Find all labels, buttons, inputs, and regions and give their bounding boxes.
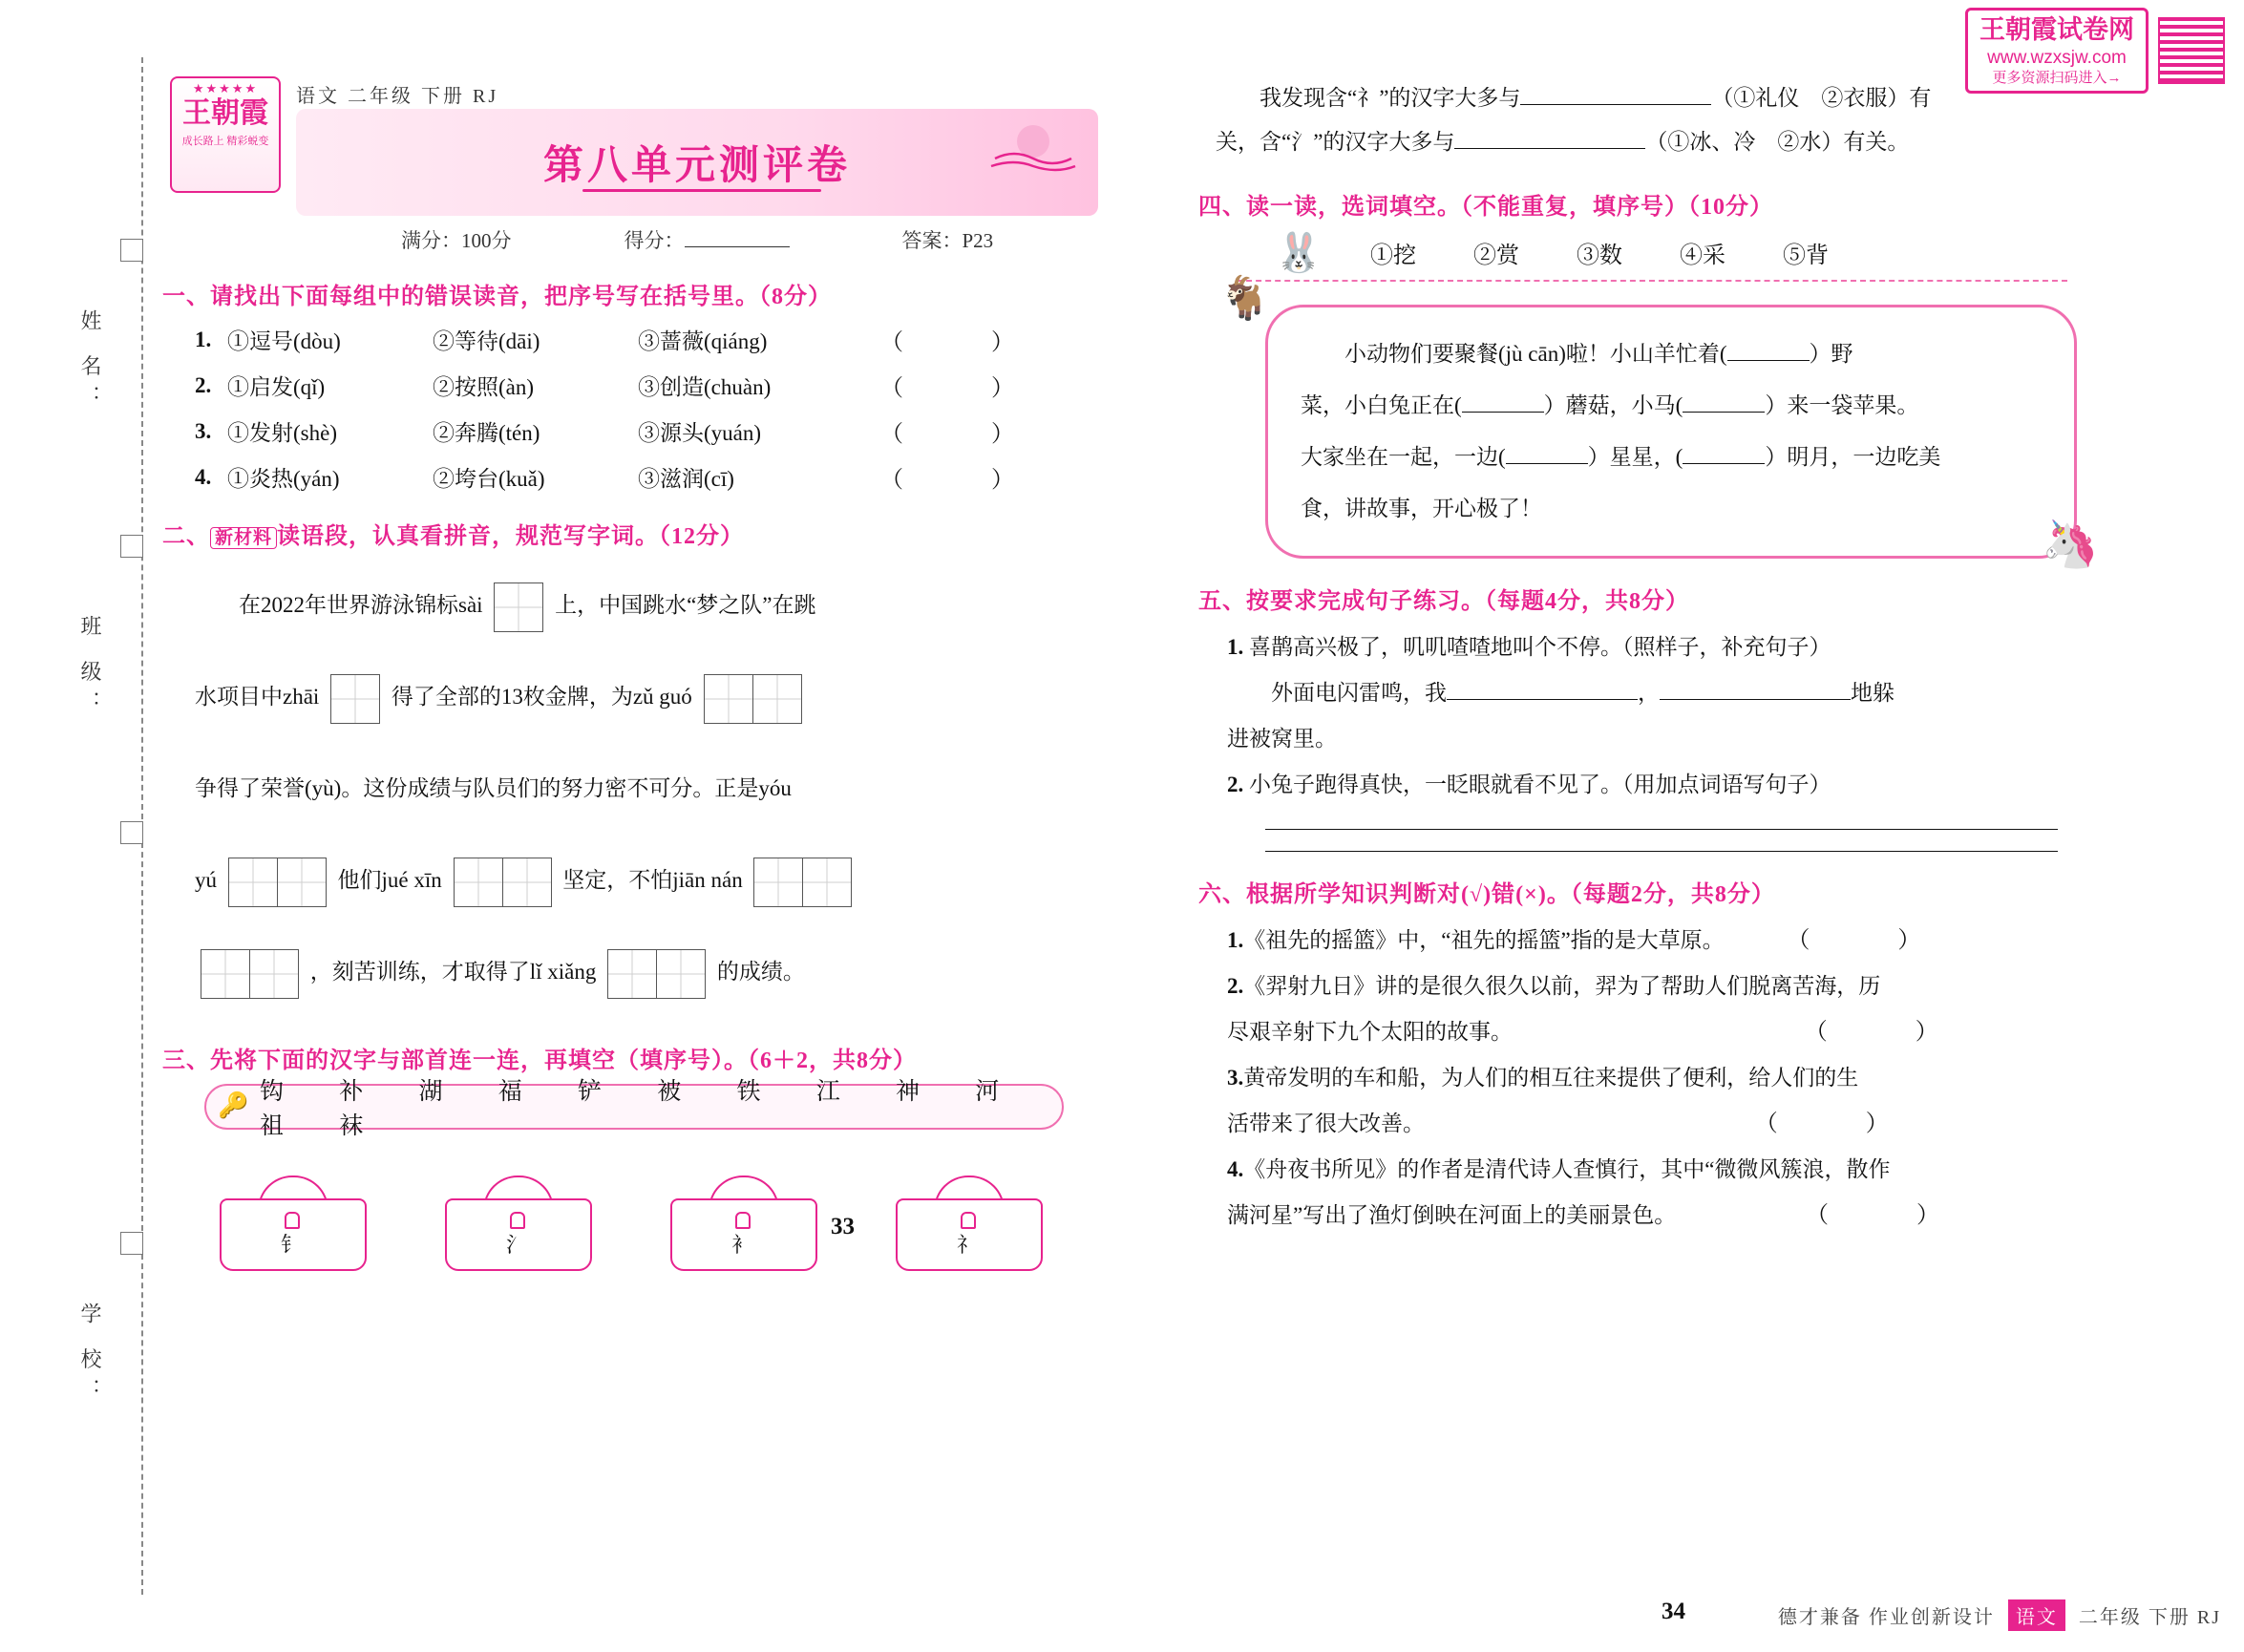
q3-note-line1a: 我发现含“礻”的汉字大多与 xyxy=(1260,86,1521,110)
q5-item-1-line2a: 外面电闪雷鸣，我 xyxy=(1271,681,1447,705)
bag-radical-label: 礻 xyxy=(956,1233,978,1257)
q5-item-1: 1. 喜鹊高兴极了，叽叽喳喳地叫个不停。（照样子，补充句子） 外面电闪雷鸣，我 ， 地躲 进被窝里。 xyxy=(1227,635,1895,751)
q1-option-a[interactable]: ①启发(qǐ) xyxy=(227,375,326,399)
q3-note-blank-1[interactable] xyxy=(1520,104,1711,105)
bag-radical-label: 衤 xyxy=(730,1233,752,1257)
q1-row-no: 4. xyxy=(195,464,212,489)
q5-answer-line-2[interactable] xyxy=(1265,851,2058,852)
page-title: 第八单元测评卷 xyxy=(542,144,851,188)
q5-item-1-line3: 进被窝里。 xyxy=(1227,727,1337,751)
q6-item-4-no: 4. xyxy=(1227,1157,1244,1181)
logo-name: 王朝霞 xyxy=(182,97,268,129)
logo-stars: ★★★★★ xyxy=(192,81,259,95)
q6-answer-paren-2[interactable]: （ ） xyxy=(1804,1020,1971,1045)
q5-item-2-no: 2. xyxy=(1227,773,1244,796)
q1-option-c[interactable]: ③源头(yuán) xyxy=(638,421,762,445)
bag-4[interactable] xyxy=(896,1174,1039,1267)
q1-option-b[interactable]: ②按照(àn) xyxy=(433,375,535,399)
q6-answer-paren-4[interactable]: （ ） xyxy=(1805,1203,1972,1228)
title-underline xyxy=(582,189,821,192)
q6-item-3-no: 3. xyxy=(1227,1066,1244,1090)
q6-item-2-text: 《羿射九日》讲的是很久很久以前，羿为了帮助人们脱离苦海，历 xyxy=(1243,974,1881,998)
page-header xyxy=(162,67,1146,220)
q2-passage xyxy=(195,560,1146,1018)
q4-blank-5[interactable] xyxy=(1683,463,1765,464)
section-5-title: 五、按要求完成句子练习。（每题4分，共8分） xyxy=(1198,589,1689,614)
q1-answer-paren[interactable]: （ ） xyxy=(880,376,1047,401)
writing-grid[interactable] xyxy=(494,582,543,632)
q4-option-4[interactable]: ④采 xyxy=(1680,244,1725,268)
q6-item-1-text: 《祖先的摇篮》中，“祖先的摇篮”指的是大草原。 xyxy=(1243,928,1725,952)
score-field[interactable]: 得分： xyxy=(625,225,790,254)
full-score: 满分：100分 xyxy=(401,229,512,252)
brand-url: www.wzxsjw.com xyxy=(1987,47,2127,68)
q4-blank-4[interactable] xyxy=(1506,463,1588,464)
q1-option-c[interactable]: ③滋润(cī) xyxy=(638,467,734,491)
writing-grid[interactable] xyxy=(454,858,552,907)
footer-subject: 语文 xyxy=(2008,1599,2065,1631)
q4-options xyxy=(1370,236,1829,269)
table-row xyxy=(195,460,1146,494)
q1-answer-paren[interactable]: （ ） xyxy=(880,330,1047,355)
writing-grid[interactable] xyxy=(228,858,327,907)
q4-option-2[interactable]: ②赏 xyxy=(1473,244,1519,268)
answer-ref: 答案：P23 xyxy=(901,229,994,252)
right-page xyxy=(1198,76,2191,1239)
q2-line2-a: 水项目中zhāi xyxy=(195,685,320,709)
q3-character-banner xyxy=(204,1079,1064,1139)
unicorn-icon: 🦄 xyxy=(2042,519,2099,570)
section-2-title xyxy=(162,517,1146,550)
q1-option-b[interactable]: ②等待(dāi) xyxy=(433,329,540,353)
q2-line4-c: 坚定，不怕jiān nán xyxy=(562,868,743,892)
table-row xyxy=(195,323,1146,356)
q4-blank-1[interactable] xyxy=(1727,360,1810,361)
q6-item-1-no: 1. xyxy=(1227,928,1244,952)
page-number-right: 34 xyxy=(1662,1599,1685,1624)
q3-radical-bags xyxy=(220,1174,1146,1267)
section-2-prefix: 二、 xyxy=(162,524,210,549)
table-row xyxy=(195,414,1146,448)
q1-row-no: 2. xyxy=(195,372,212,397)
q5-item-2 xyxy=(1227,762,2191,808)
q1-option-b[interactable]: ②垮台(kuǎ) xyxy=(433,467,545,491)
fold-mark-4 xyxy=(120,1232,143,1255)
q1-option-a[interactable]: ①发射(shè) xyxy=(227,421,337,445)
footer-brand: 德才兼备 作业创新设计 xyxy=(1777,1607,1995,1628)
rabbit-icon: 🐰 xyxy=(1275,231,1323,274)
q1-option-b[interactable]: ②奔腾(tén) xyxy=(433,421,540,445)
q6-answer-paren-1[interactable]: （ ） xyxy=(1787,928,1954,953)
side-label-school: 学 校： xyxy=(78,1303,102,1409)
q1-option-c[interactable]: ③创造(chuàn) xyxy=(638,375,772,399)
q4-cloud-box xyxy=(1218,275,2099,570)
writing-grid[interactable] xyxy=(704,674,802,724)
q4-option-5[interactable]: ⑤背 xyxy=(1783,244,1829,268)
q5-answer-line-1[interactable] xyxy=(1265,829,2058,830)
brand-scan-text: 更多资源扫码进入→ xyxy=(1992,69,2122,86)
fold-mark-2 xyxy=(120,535,143,558)
new-material-tag: 新材料 xyxy=(210,527,277,549)
q3-note xyxy=(1216,76,2191,164)
q6-item-1 xyxy=(1227,918,2191,964)
paper-meta: 语文 二年级 下册 RJ xyxy=(296,86,499,107)
section-2-text: 读语段，认真看拼音，规范写字词。（12分） xyxy=(277,524,745,549)
section-4-subtext: （不能重复，填序号）（10分） xyxy=(1461,195,1773,220)
q1-answer-paren[interactable]: （ ） xyxy=(880,468,1047,493)
q2-line1-a: 在2022年世界游泳锦标sài xyxy=(239,593,483,617)
footer-grade: 二年级 下册 RJ xyxy=(2078,1607,2221,1628)
q2-line2-b: 得了全部的13枚金牌，为zǔ guó xyxy=(391,685,692,709)
q6-item-3 xyxy=(1227,1055,2191,1147)
writing-grid[interactable] xyxy=(753,858,852,907)
q5-item-2-stem: 小兔子跑得真快，一眨眼就看不见了。（用加点词语写句子） xyxy=(1249,773,1831,796)
q2-line4-a: yú xyxy=(195,868,217,892)
fold-mark-1 xyxy=(120,239,143,262)
q6-item-4 xyxy=(1227,1147,2191,1239)
q3-note-line2a: 关，含“氵”的汉字大多与 xyxy=(1216,130,1455,154)
side-label-name: 姓 名： xyxy=(78,309,102,416)
q1-option-a[interactable]: ①逗号(dòu) xyxy=(227,329,341,353)
fold-mark-3 xyxy=(120,821,143,844)
writing-grid[interactable] xyxy=(330,674,380,724)
q6-answer-paren-3[interactable]: （ ） xyxy=(1754,1112,1921,1136)
q2-line1-b: 上，中国跳水“梦之队”在跳 xyxy=(555,593,816,617)
bag-radical-label: 氵 xyxy=(505,1233,527,1257)
q6-item-4-text2: 满河星”写出了渔灯倒映在河面上的美丽景色。 xyxy=(1227,1203,1677,1227)
goat-icon: 🐐 xyxy=(1218,275,1271,322)
bag-3[interactable] xyxy=(670,1174,814,1267)
q4-text-line-2: 菜，小白兔正在( ）蘑菇，小马( ）来一袋苹果。 xyxy=(1301,393,1919,417)
q5-blank-1[interactable] xyxy=(1447,699,1638,700)
q1-row-no: 3. xyxy=(195,418,212,443)
q6-item-2-no: 2. xyxy=(1227,974,1244,998)
logo-subtitle: 成长路上 精彩蜕变 xyxy=(181,135,269,147)
q1-option-a[interactable]: ①炎热(yán) xyxy=(227,467,340,491)
section-1-title: 一、请找出下面每组中的错误读音，把序号写在括号里。（8分） xyxy=(162,285,832,309)
section-6-title: 六、根据所学知识判断对(√)错(×)。（每题2分，共8分） xyxy=(1198,882,1775,907)
q1-row-no: 1. xyxy=(195,327,212,351)
q3-note-blank-2[interactable] xyxy=(1454,148,1645,149)
q6-item-4-text: 《舟夜书所见》的作者是清代诗人查慎行，其中“微微风簇浪，散作 xyxy=(1243,1157,1891,1181)
q4-text-line-4: 食，讲故事，开心极了！ xyxy=(1301,497,1542,520)
q2-line3: 争得了荣誉(yù)。这份成绩与队员们的努力密不可分。正是yóu xyxy=(195,776,792,800)
q4-blank-3[interactable] xyxy=(1683,412,1765,413)
q4-blank-2[interactable] xyxy=(1462,412,1544,413)
q4-text-line-3: 大家坐在一起，一边( ）星星，( ）明月，一边吃美 xyxy=(1301,445,1941,469)
footer-brand-row xyxy=(1778,1599,2221,1631)
q6-item-2 xyxy=(1227,964,2191,1055)
q3-note-line2b: （①冰、冷 ②水）有关。 xyxy=(1645,130,1910,154)
q2-line5-a: ，刻苦训练，才取得了lǐ xiǎng xyxy=(309,960,597,984)
section-4-title xyxy=(1198,187,2191,221)
q4-option-3[interactable]: ③数 xyxy=(1577,244,1622,268)
score-row xyxy=(401,225,1146,254)
key-icon: 🔑 xyxy=(218,1091,274,1119)
writing-grid[interactable] xyxy=(201,949,299,999)
q6-item-3-text2: 活带来了很大改善。 xyxy=(1227,1112,1425,1135)
bag-radical-label: 钅 xyxy=(280,1233,302,1257)
page-number-left: 33 xyxy=(831,1214,855,1239)
q2-line4-b: 他们jué xīn xyxy=(337,868,442,892)
q1-option-c[interactable]: ③蔷薇(qiáng) xyxy=(638,329,768,353)
side-label-class: 班 级： xyxy=(78,615,102,722)
brand-name: 王朝霞试卷网 xyxy=(1979,15,2134,44)
left-page xyxy=(162,67,1146,1267)
q3-characters[interactable]: 钩 补 湖 福 铲 被 铁 江 神 河 祖 袜 xyxy=(260,1079,1025,1139)
q5-item-1-stem: 喜鹊高兴极了，叽叽喳喳地叫个不停。（照样子，补充句子） xyxy=(1249,635,1831,659)
q4-option-1[interactable]: ①挖 xyxy=(1370,244,1416,268)
table-row xyxy=(195,369,1146,402)
q3-note-line1b: （①礼仪 ②衣服）有 xyxy=(1711,86,1932,110)
section-4-text: 四、读一读，选词填空。 xyxy=(1198,195,1461,220)
writing-grid[interactable] xyxy=(607,949,706,999)
q6-item-2-text2: 尽艰辛射下九个太阳的故事。 xyxy=(1227,1020,1513,1044)
q4-text-line-1: 小动物们要聚餐(jù cān)啦！小山羊忙着( ）野 xyxy=(1344,342,1853,366)
q1-list xyxy=(162,323,1146,494)
bag-1[interactable] xyxy=(220,1174,363,1267)
q5-blank-2[interactable] xyxy=(1660,699,1851,700)
section-3-title: 三、先将下面的汉字与部首连一连，再填空（填序号）。（6＋2，共8分） xyxy=(162,1048,917,1073)
q6-item-3-text: 黄帝发明的车和船，为人们的相互往来提供了便利，给人们的生 xyxy=(1243,1066,1859,1090)
q4-word-bank xyxy=(1237,230,2067,289)
q1-answer-paren[interactable]: （ ） xyxy=(880,422,1047,447)
q2-line5-b: 的成绩。 xyxy=(716,960,805,984)
bag-2[interactable] xyxy=(445,1174,588,1267)
title-banner xyxy=(296,109,1098,216)
q5-item-1-no: 1. xyxy=(1227,635,1244,659)
publisher-logo xyxy=(170,76,281,193)
qr-code-icon xyxy=(2158,17,2225,84)
